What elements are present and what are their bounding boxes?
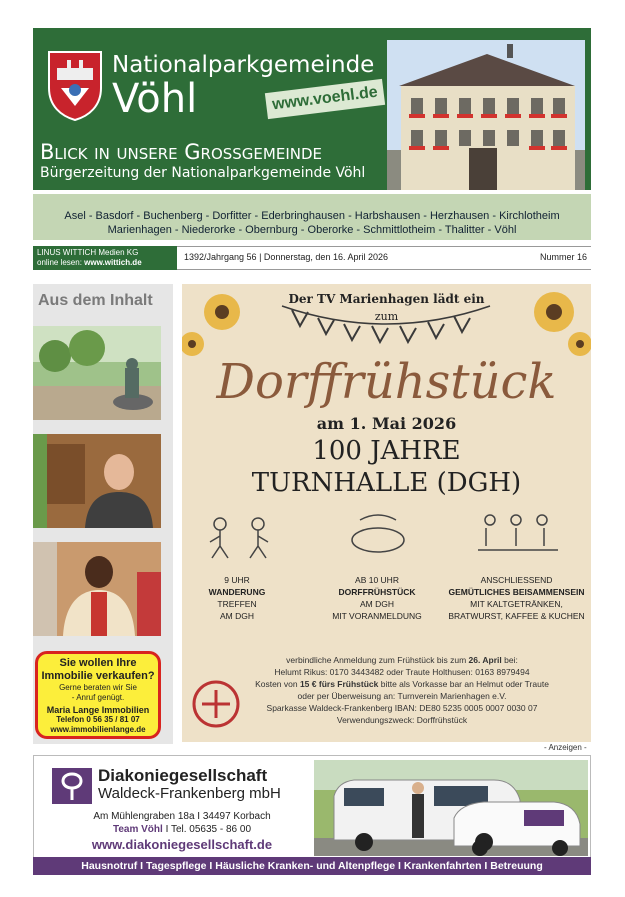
ad-text1: Gerne beraten wir Sie bbox=[59, 683, 137, 692]
poster-info bbox=[232, 654, 572, 726]
issue-number: Nummer 16 bbox=[540, 252, 588, 262]
col3-text: MIT KALTGETRÄNKEN, bbox=[470, 599, 563, 609]
real-estate-ad[interactable] bbox=[35, 651, 161, 739]
masthead-title-line2: Vöhl bbox=[112, 76, 198, 122]
info-deadline: 26. April bbox=[468, 655, 502, 665]
online-url-link[interactable]: www.wittich.de bbox=[84, 258, 142, 267]
info-text: bitte als Vorkasse bar an Helmut oder Traute bbox=[378, 679, 549, 689]
poster-col2 bbox=[312, 574, 442, 622]
ads-label: - Anzeigen - bbox=[544, 743, 587, 752]
diakonie-name1: Diakoniegesellschaft bbox=[98, 766, 268, 785]
info-text: oder per Überweisung an: Turnverein Marienhagen e.V. bbox=[297, 691, 507, 701]
col3-text: BRATWURST, KAFFEE & KUCHEN bbox=[448, 611, 585, 621]
online-label: online lesen: bbox=[37, 258, 82, 267]
coat-of-arms-icon bbox=[45, 50, 105, 122]
poster-col1 bbox=[182, 574, 292, 622]
ad-phone: Telefon 0 56 35 / 81 07 bbox=[56, 715, 140, 724]
poster-intro1: Der TV Marienhagen lädt ein bbox=[288, 292, 485, 306]
masthead-subtitle: Blick in unsere Großgemeinde bbox=[40, 140, 323, 164]
info-reference: Verwendungszweck: Dorffrühstück bbox=[336, 715, 468, 725]
poster-col3 bbox=[442, 574, 591, 622]
ad-headline2: Immobilie verkaufen? bbox=[41, 670, 155, 682]
col2-text: AB 10 UHR bbox=[355, 575, 399, 585]
masthead-tagline: Bürgerzeitung der Nationalparkgemeinde Vöhl bbox=[40, 165, 366, 181]
col1-text: AM DGH bbox=[220, 611, 254, 621]
villages-list bbox=[33, 194, 591, 240]
villages-line2: Marienhagen - Niederorke - Obernburg - Oberorke - Schmittlotheim - Thalitter - Vöhl bbox=[107, 224, 517, 236]
col2-text: MIT VORANMELDUNG bbox=[332, 611, 422, 621]
issue-info: 1392/Jahrgang 56 | Donnerstag, den 16. April 2026 bbox=[184, 252, 388, 262]
website-link[interactable]: www.voehl.de bbox=[265, 79, 385, 119]
ad-text2: - Anruf genügt. bbox=[71, 693, 125, 702]
diakonie-web[interactable]: www.diakoniegesellschaft.de bbox=[91, 837, 273, 852]
col1-text: TREFFEN bbox=[217, 599, 257, 609]
poster-title: Dorffrühstück bbox=[216, 354, 557, 410]
info-text: verbindliche Anmeldung zum Frühstück bis zum bbox=[286, 655, 469, 665]
thumbnail-statue-photo[interactable] bbox=[33, 326, 161, 420]
ad-headline1: Sie wollen Ihre bbox=[59, 657, 137, 669]
poster-date: am 1. Mai 2026 bbox=[316, 414, 457, 433]
col2-text: DORFFRÜHSTÜCK bbox=[338, 587, 416, 597]
col1-text: WANDERUNG bbox=[208, 587, 266, 597]
sidebar-heading: Aus dem Inhalt bbox=[38, 292, 153, 309]
info-text: Kosten von bbox=[255, 679, 300, 689]
ad-company: Maria Lange Immobilien bbox=[46, 705, 150, 715]
poster-intro2: zum bbox=[374, 310, 399, 323]
col3-text: ANSCHLIESSEND bbox=[480, 575, 553, 585]
diakonie-team: Team Vöhl bbox=[112, 824, 163, 835]
diakonie-address: Am Mühlengraben 18a I 34497 Korbach bbox=[93, 811, 271, 822]
col3-text: GEMÜTLICHES BEISAMMENSEIN bbox=[448, 587, 585, 597]
info-price: 15 € fürs Frühstück bbox=[299, 679, 379, 689]
poster-line2: TURNHALLE (DGH) bbox=[251, 468, 522, 498]
info-contacts: Helumt Rikus: 0170 3443482 oder Traute Holthusen: 0163 8979494 bbox=[274, 667, 530, 677]
diakonie-services-bar: Hausnotruf I Tagespflege I Häusliche Kranken- und Altenpflege I Krankenfahrten I Betreuung bbox=[33, 857, 591, 875]
ad-web[interactable]: www.immobilienlange.de bbox=[50, 725, 146, 734]
masthead-title-line1: Nationalparkgemeinde bbox=[112, 52, 375, 78]
villages-line1: Asel - Basdorf - Buchenberg - Dorfitter - Ederbringhausen - Harbshausen - Herzhausen - Kirchlotheim bbox=[64, 210, 560, 222]
diakonie-vans-photo bbox=[314, 760, 588, 856]
poster-line1: 100 JAHRE bbox=[312, 436, 461, 466]
col1-text: 9 UHR bbox=[224, 575, 250, 585]
diakonie-logo-icon bbox=[52, 768, 92, 804]
thumbnail-portrait-photo[interactable] bbox=[33, 434, 161, 528]
diakonie-tel: I Tel. 05635 - 86 00 bbox=[165, 824, 252, 835]
col2-text: AM DGH bbox=[360, 599, 394, 609]
info-bank: Sparkasse Waldeck-Frankenberg IBAN: DE80 5235 0005 0007 0030 07 bbox=[266, 703, 538, 713]
diakonie-name2: Waldeck-Frankenberg mbH bbox=[98, 785, 281, 802]
event-poster bbox=[182, 284, 591, 742]
publisher-name: LINUS WITTICH Medien KG bbox=[37, 248, 139, 257]
diakonie-contact bbox=[62, 824, 302, 835]
thumbnail-priest-photo[interactable] bbox=[33, 542, 161, 636]
publisher-box bbox=[33, 246, 177, 270]
town-hall-photo bbox=[387, 40, 585, 190]
info-text: bei: bbox=[501, 655, 518, 665]
